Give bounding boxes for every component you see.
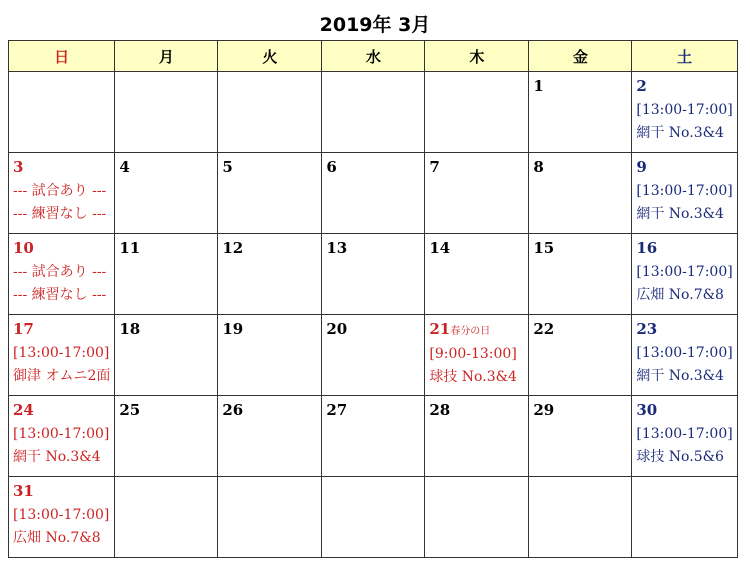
event-detail: 広畑 No.7&8: [13, 530, 101, 546]
day-cell-friday[interactable]: [529, 396, 632, 477]
day-number: 9: [636, 158, 647, 176]
day-number: 31: [13, 482, 34, 500]
day-cell-tuesday[interactable]: [218, 234, 322, 315]
event-time: [13:00-17:00]: [13, 507, 110, 523]
day-number: 30: [636, 401, 658, 419]
day-number: 15: [533, 239, 555, 257]
day-cell-saturday[interactable]: [632, 234, 737, 315]
day-cell-saturday: [632, 477, 737, 558]
event-time: [13:00-17:00]: [636, 264, 733, 280]
holiday-name: 春分の日: [450, 326, 491, 337]
event-detail: 網干 No.3&4: [636, 125, 724, 141]
day-cell-tuesday[interactable]: [218, 396, 322, 477]
day-number: 18: [119, 320, 141, 338]
day-cell-thursday: [425, 477, 529, 558]
event-detail: 網干 No.3&4: [13, 449, 101, 465]
day-number: 26: [222, 401, 244, 419]
day-number: 2: [636, 77, 647, 95]
day-number: 10: [13, 239, 34, 257]
day-cell-friday[interactable]: [529, 153, 632, 234]
calendar-title: 2019年 3月: [319, 14, 431, 36]
event-time: [13:00-17:00]: [636, 183, 733, 199]
day-number: 24: [13, 401, 34, 419]
week-row: [9, 153, 738, 234]
day-cell-wednesday[interactable]: [322, 396, 425, 477]
event-detail: 広畑 No.7&8: [636, 287, 724, 303]
day-cell-tuesday: [218, 72, 322, 153]
day-cell-saturday[interactable]: [632, 315, 737, 396]
day-number: 28: [429, 401, 451, 419]
day-number: 3: [13, 158, 24, 176]
day-cell-tuesday[interactable]: [218, 153, 322, 234]
day-number: 6: [326, 158, 337, 176]
day-number: 21: [429, 320, 451, 338]
day-cell-wednesday: [322, 477, 425, 558]
calendar-body: [9, 72, 738, 558]
event-time: --- 試合あり ---: [13, 183, 107, 199]
day-cell-sunday[interactable]: [9, 396, 115, 477]
day-cell-sunday[interactable]: [9, 315, 115, 396]
day-number: 22: [533, 320, 555, 338]
day-number: 13: [326, 239, 348, 257]
day-cell-monday[interactable]: [115, 396, 218, 477]
week-row: [9, 315, 738, 396]
day-cell-wednesday: [322, 72, 425, 153]
day-number: 25: [119, 401, 141, 419]
day-cell-tuesday: [218, 477, 322, 558]
event-time: [13:00-17:00]: [13, 426, 110, 442]
day-cell-wednesday[interactable]: [322, 153, 425, 234]
week-row: [9, 477, 738, 558]
event-detail: --- 練習なし ---: [13, 287, 107, 303]
weekday-header-friday: 金: [529, 41, 632, 72]
day-cell-monday: [115, 477, 218, 558]
day-number: 12: [222, 239, 244, 257]
event-time: [9:00-13:00]: [429, 346, 517, 362]
event-detail: 網干 No.3&4: [636, 206, 724, 222]
event-detail: 御津 オムニ2面: [13, 368, 111, 384]
day-cell-wednesday[interactable]: [322, 315, 425, 396]
day-cell-sunday[interactable]: [9, 234, 115, 315]
day-number: 27: [326, 401, 348, 419]
week-row: [9, 72, 738, 153]
day-cell-thursday[interactable]: [425, 396, 529, 477]
event-detail: 網干 No.3&4: [636, 368, 724, 384]
day-number: 1: [533, 77, 544, 95]
day-cell-friday[interactable]: [529, 72, 632, 153]
day-cell-monday[interactable]: [115, 153, 218, 234]
day-cell-sunday: [9, 72, 115, 153]
day-number: 11: [119, 239, 141, 257]
day-cell-wednesday[interactable]: [322, 234, 425, 315]
weekday-header-wednesday: 水: [322, 41, 425, 72]
day-number: 19: [222, 320, 244, 338]
day-number: 5: [222, 158, 233, 176]
day-cell-monday[interactable]: [115, 234, 218, 315]
day-cell-thursday: [425, 72, 529, 153]
day-cell-tuesday[interactable]: [218, 315, 322, 396]
day-cell-thursday[interactable]: [425, 153, 529, 234]
day-number: 16: [636, 239, 658, 257]
week-row: [9, 234, 738, 315]
day-cell-friday[interactable]: [529, 234, 632, 315]
weekday-header-thursday: 木: [425, 41, 529, 72]
day-cell-sunday[interactable]: [9, 153, 115, 234]
day-number: 17: [13, 320, 34, 338]
event-detail: 球技 No.3&4: [429, 369, 517, 385]
day-cell-saturday[interactable]: [632, 396, 737, 477]
day-number: 4: [119, 158, 130, 176]
event-time: [13:00-17:00]: [636, 102, 733, 118]
weekday-header-sunday: 日: [9, 41, 115, 72]
day-cell-saturday[interactable]: [632, 153, 737, 234]
day-cell-saturday[interactable]: [632, 72, 737, 153]
day-number: 8: [533, 158, 544, 176]
day-number: 23: [636, 320, 658, 338]
day-cell-monday[interactable]: [115, 315, 218, 396]
day-cell-friday[interactable]: [529, 315, 632, 396]
weekday-header-monday: 月: [115, 41, 218, 72]
event-detail: --- 練習なし ---: [13, 206, 107, 222]
day-cell-friday: [529, 477, 632, 558]
day-cell-thursday[interactable]: [425, 315, 529, 396]
day-number: 20: [326, 320, 348, 338]
event-detail: 球技 No.5&6: [636, 449, 724, 465]
event-time: --- 試合あり ---: [13, 264, 107, 280]
event-time: [13:00-17:00]: [13, 345, 110, 361]
day-number: 29: [533, 401, 555, 419]
event-time: [13:00-17:00]: [636, 426, 733, 442]
calendar-grid: [8, 40, 738, 558]
day-number: 7: [429, 158, 440, 176]
weekday-header-saturday: 土: [632, 41, 737, 72]
day-number: 14: [429, 239, 451, 257]
day-cell-sunday[interactable]: [9, 477, 115, 558]
week-row: [9, 396, 738, 477]
day-cell-monday: [115, 72, 218, 153]
weekday-header-row: [9, 41, 738, 72]
day-cell-thursday[interactable]: [425, 234, 529, 315]
event-time: [13:00-17:00]: [636, 345, 733, 361]
weekday-header-tuesday: 火: [218, 41, 322, 72]
